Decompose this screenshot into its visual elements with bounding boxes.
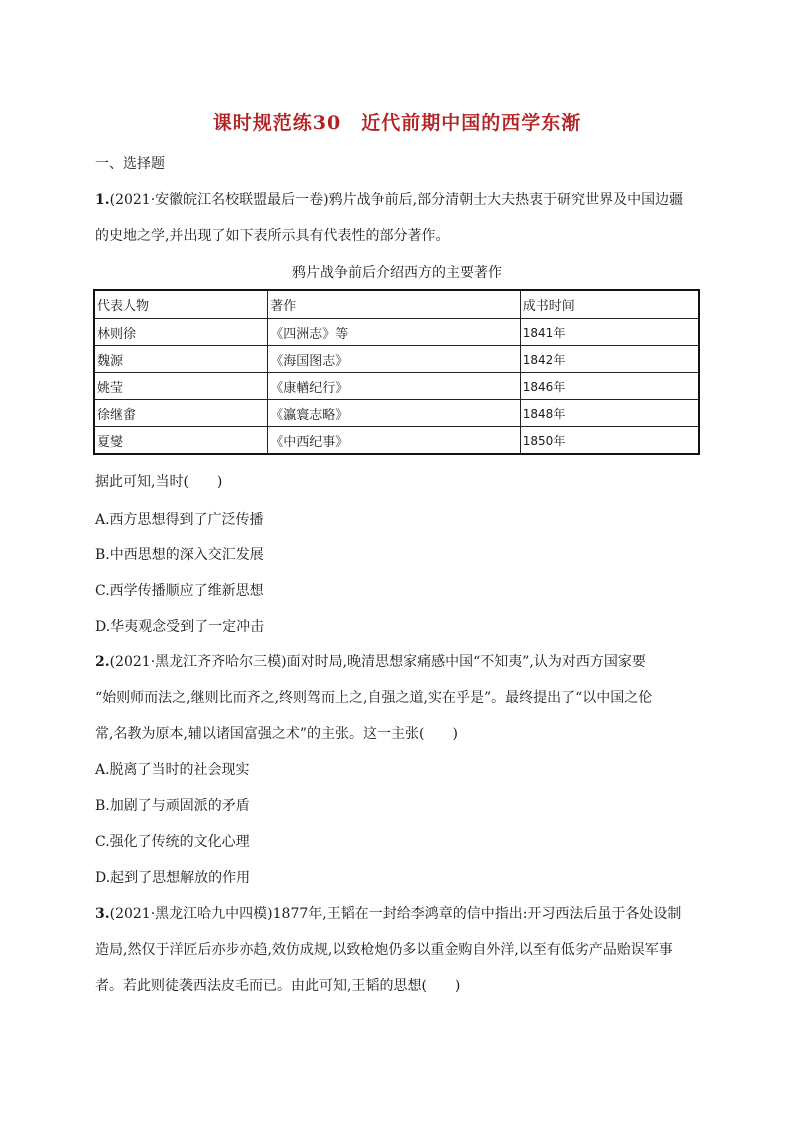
table-cell: 1842年 (520, 346, 699, 373)
table-cell: 魏源 (94, 346, 268, 373)
table-header-cell: 著作 (268, 290, 521, 319)
works-table (93, 289, 700, 455)
table-cell: 1850年 (520, 427, 699, 455)
question-1-line-1 (95, 190, 710, 210)
question-2-option-d: D.起到了思想解放的作用 (95, 870, 251, 886)
question-3-line-3: 者。若此则徒袭西法皮毛而已。由此可知,王韬的思想( ) (95, 978, 461, 994)
question-1-option-b: B.中西思想的深入交汇发展 (95, 547, 264, 563)
table-cell: 《中西纪事》 (268, 427, 521, 455)
table-cell: 1841年 (520, 319, 699, 346)
table-cell: 徐继畬 (94, 400, 268, 427)
table-cell: 《瀛寰志略》 (268, 400, 521, 427)
table-row (94, 427, 699, 455)
question-2-line-1 (95, 652, 710, 672)
question-1-number: 1. (95, 192, 110, 208)
question-2-number: 2. (95, 654, 110, 670)
table-header-cell: 代表人物 (94, 290, 268, 319)
table-row (94, 319, 699, 346)
question-1-option-d: D.华夷观念受到了一定冲击 (95, 619, 265, 635)
question-1-line-2: 的史地之学,并出现了如下表所示具有代表性的部分著作。 (95, 228, 450, 244)
question-2-line-2: “始则师而法之,继则比而齐之,终则驾而上之,自强之道,实在乎是”。最终提出了“以中国之伦 (95, 690, 653, 706)
table-row (94, 373, 699, 400)
section-heading: 一、选择题 (95, 156, 165, 172)
question-1-option-a: A.西方思想得到了广泛传播 (95, 512, 264, 528)
question-3-line-1 (95, 904, 710, 924)
question-3-number: 3. (95, 906, 110, 922)
table-cell: 《康輶纪行》 (268, 373, 521, 400)
table-cell: 夏燮 (94, 427, 268, 455)
table-caption: 鸦片战争前后介绍西方的主要著作 (292, 265, 502, 281)
question-3-line-2: 造局,然仅于洋匠后亦步亦趋,效仿成规,以致枪炮仍多以重金购自外洋,以至有低劣产品贻误军事 (95, 942, 673, 958)
question-2-text: (2021·黑龙江齐齐哈尔三模)面对时局,晚清思想家痛感中国“不知夷”,认为对西方国家要 (109, 654, 646, 670)
table-row (94, 346, 699, 373)
question-1-text: (2021·安徽皖江名校联盟最后一卷)鸦片战争前后,部分清朝士大夫热衷于研究世界及中国边疆 (109, 192, 684, 208)
question-1-option-c: C.西学传播顺应了维新思想 (95, 583, 264, 599)
table-cell: 《海国图志》 (268, 346, 521, 373)
table-row (94, 400, 699, 427)
question-2-option-c: C.强化了传统的文化心理 (95, 834, 250, 850)
table-cell: 姚莹 (94, 373, 268, 400)
table-cell: 《四洲志》等 (268, 319, 521, 346)
question-2-option-b: B.加剧了与顽固派的矛盾 (95, 798, 250, 814)
page-title: 课时规范练30 近代前期中国的西学东渐 (212, 112, 582, 134)
question-2-option-a: A.脱离了当时的社会现实 (95, 762, 250, 778)
table-cell: 1846年 (520, 373, 699, 400)
table-header-cell: 成书时间 (520, 290, 699, 319)
table-cell: 林则徐 (94, 319, 268, 346)
table-header-row (94, 290, 699, 319)
table-cell: 1848年 (520, 400, 699, 427)
question-2-line-3: 常,名教为原本,辅以诸国富强之术”的主张。这一主张( ) (95, 726, 458, 742)
question-3-text: (2021·黑龙江哈九中四模)1877年,王韬在一封给李鸿章的信中指出:开习西法后虽于各处设制 (109, 906, 682, 922)
question-1-stem: 据此可知,当时( ) (95, 474, 223, 490)
